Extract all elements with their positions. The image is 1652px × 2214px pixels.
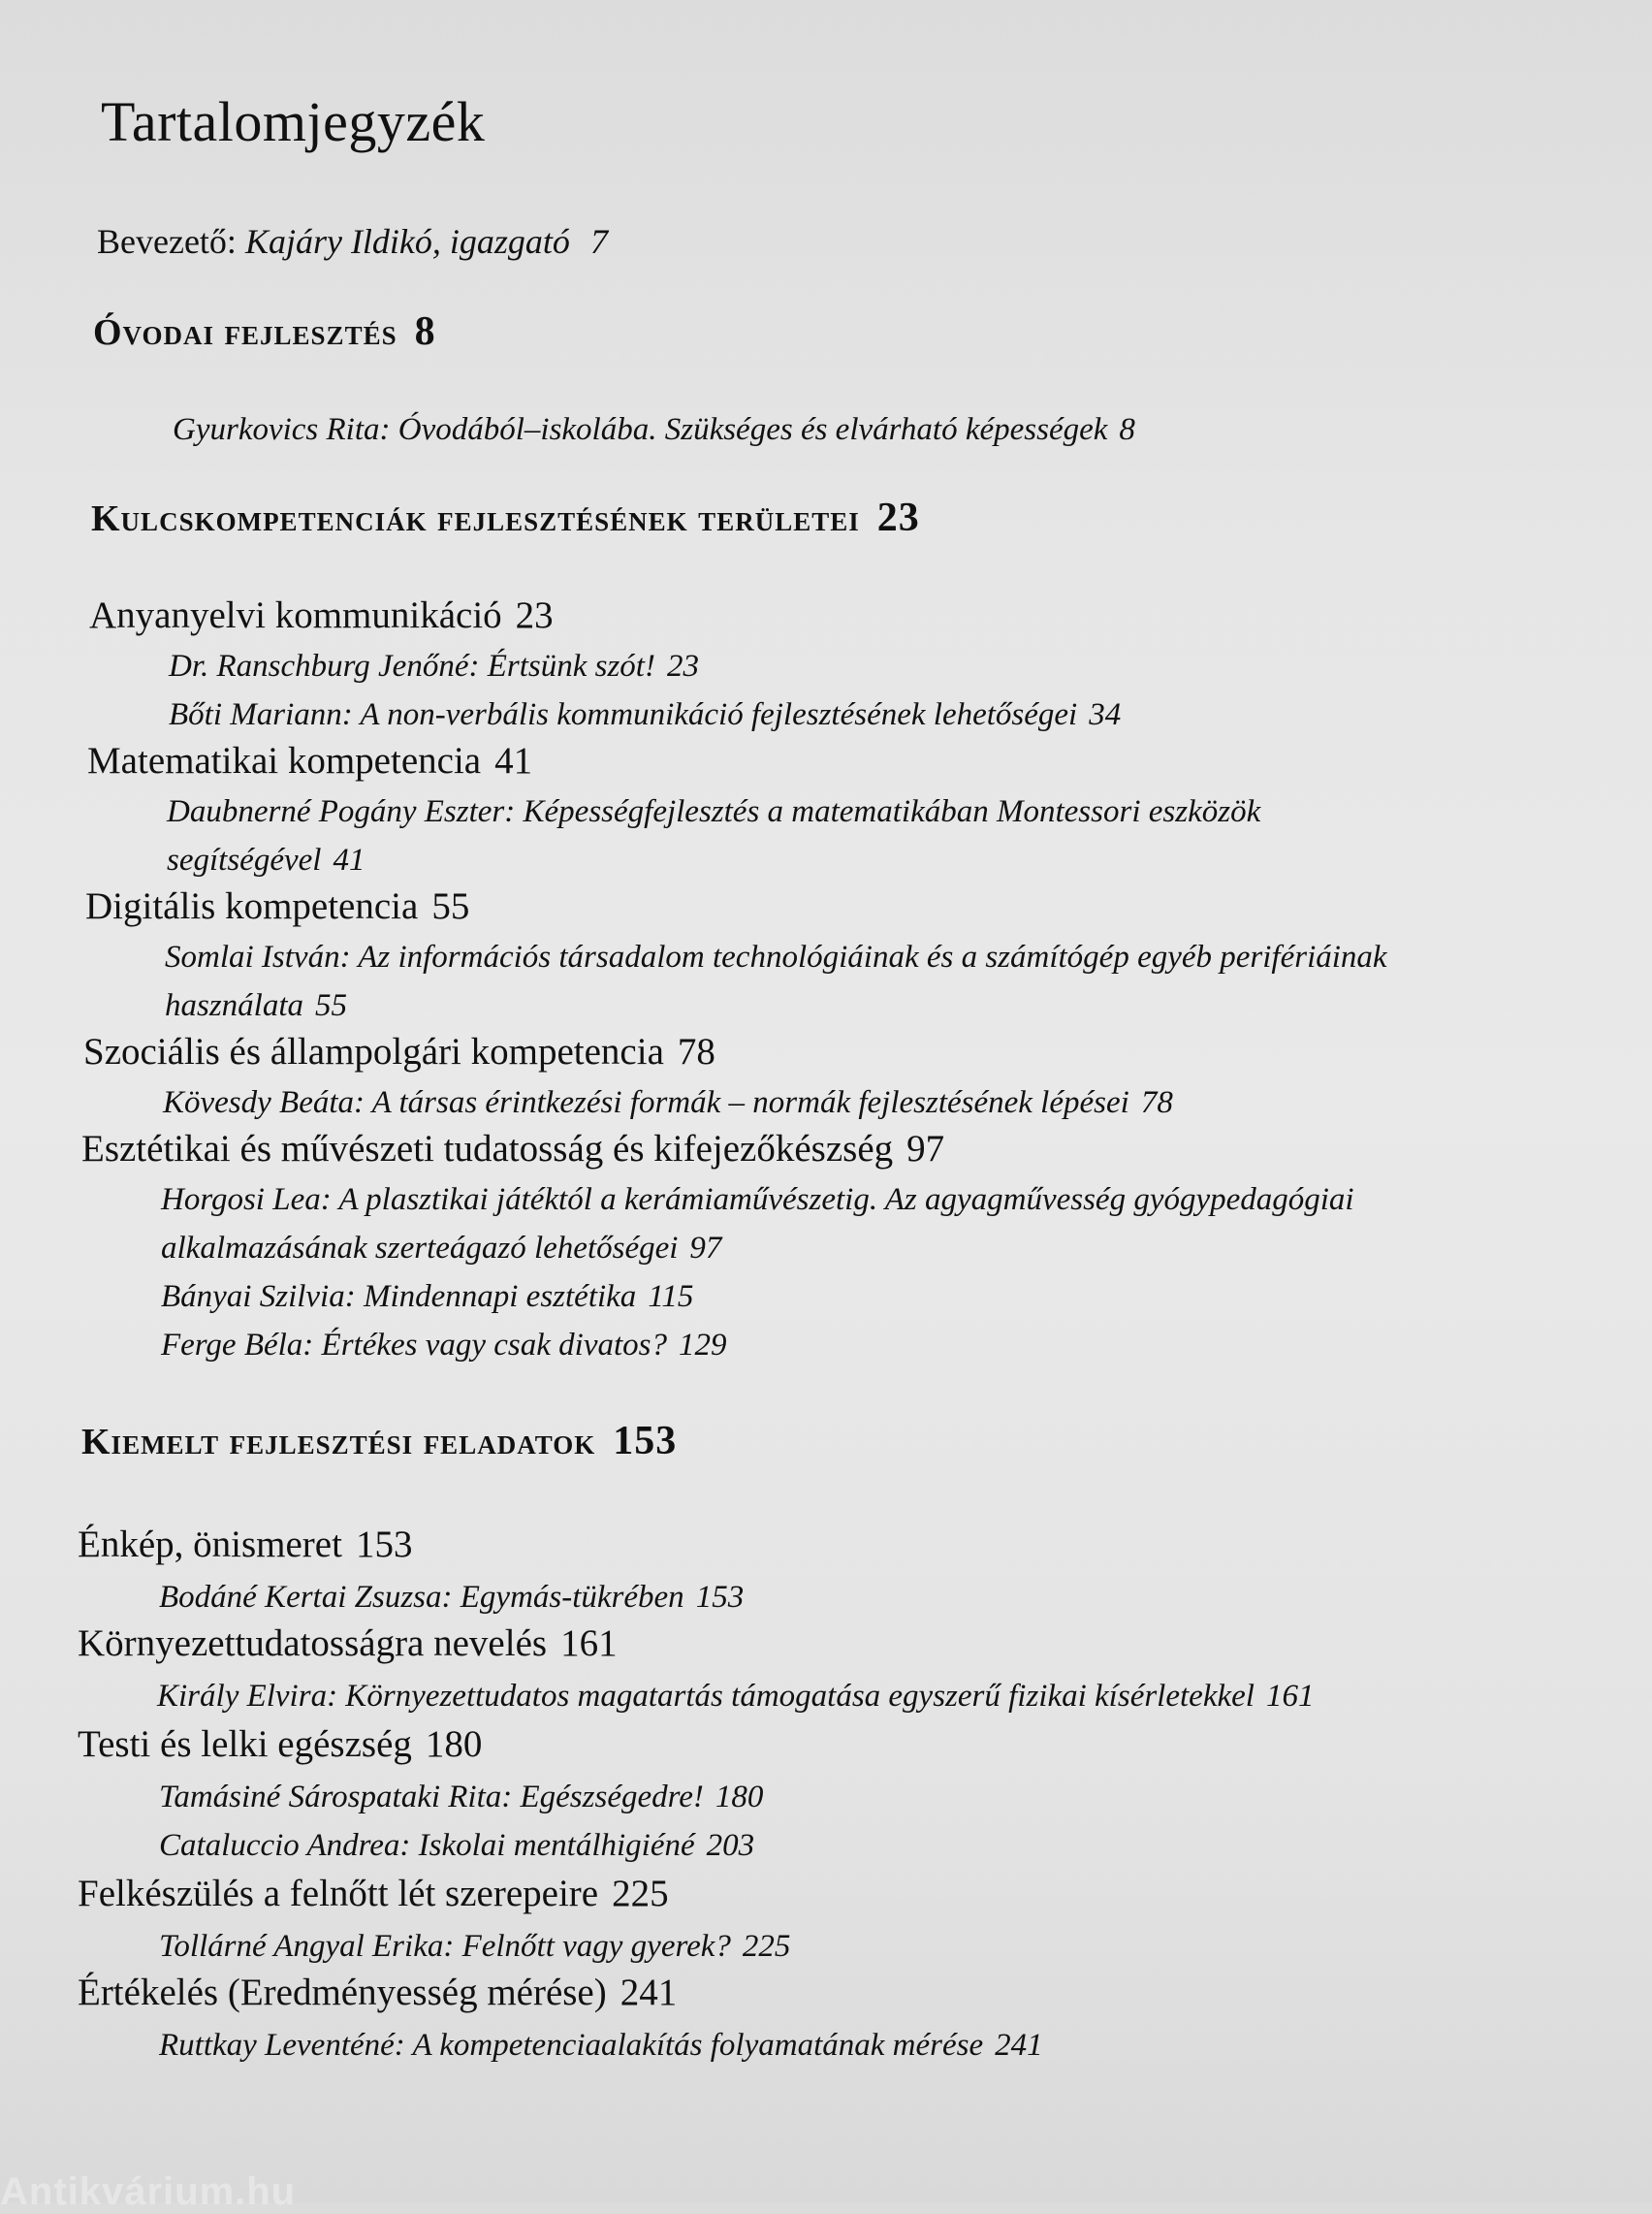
toc-entry (167, 787, 1456, 884)
entry-page: 78 (1140, 1085, 1173, 1120)
entry-page: 8 (1119, 412, 1135, 447)
toc-entry (169, 642, 699, 690)
entry-text: Horgosi Lea: A plasztikai játéktól a kerámiaművészetig. Az agyagművesség gyógypedagógiai alkalmazásának szerteágazó lehetőségei (161, 1182, 1354, 1266)
topic-page: 97 (906, 1128, 945, 1170)
entry-text: Bőti Mariann: A non-verbális kommunikáció fejlesztésének lehetőségei (169, 697, 1078, 732)
entry-text: Tamásiné Sárospataki Rita: Egészségedre! (159, 1780, 704, 1814)
intro-label: Bevezető: (97, 222, 237, 261)
entry-page: 23 (666, 649, 699, 684)
topic-title: Digitális kompetencia (85, 885, 419, 927)
topic-title: Esztétikai és művészeti tudatosság és kifejezőkészség (81, 1128, 894, 1170)
entry-page: 115 (648, 1279, 694, 1314)
section-heading (93, 308, 436, 355)
topic-page: 161 (560, 1622, 618, 1664)
entry-page: 129 (679, 1328, 727, 1363)
section-page: 153 (613, 1419, 678, 1463)
toc-entry (159, 1773, 763, 1821)
entry-page: 203 (706, 1828, 755, 1863)
topic-title: Anyanyelvi kommunikáció (89, 594, 502, 636)
entry-text: Cataluccio Andrea: Iskolai mentálhigiéné (159, 1828, 695, 1863)
entry-page: 180 (715, 1780, 764, 1814)
section-heading (91, 495, 920, 541)
entry-text: Kövesdy Beáta: A társas érintkezési formák – normák fejlesztésének lépései (163, 1085, 1129, 1120)
section-title: Óvodai fejlesztés (93, 312, 397, 353)
toc-entry (157, 1672, 1314, 1720)
topic-title: Matematikai kompetencia (87, 740, 482, 782)
topic-title: Énkép, önismeret (78, 1524, 342, 1565)
toc-entry (159, 1573, 744, 1621)
topic-page: 180 (425, 1723, 483, 1765)
topic-page: 23 (515, 594, 554, 636)
entry-text: Tollárné Angyal Erika: Felnőtt vagy gyerek? (159, 1929, 731, 1964)
toc-topic (78, 1872, 669, 1915)
toc-topic (78, 1523, 412, 1566)
entry-page: 34 (1089, 697, 1122, 732)
entry-text: Somlai István: Az információs társadalom technológiáinak és a számítógép egyéb perifériáinak használata (165, 940, 1387, 1023)
entry-page: 153 (695, 1580, 745, 1615)
intro-line (97, 221, 608, 262)
section-page: 8 (414, 309, 436, 354)
entry-text: Dr. Ranschburg Jenőné: Értsünk szót! (169, 649, 655, 684)
topic-page: 225 (612, 1873, 669, 1914)
toc-entry (169, 690, 1121, 739)
topic-title: Szociális és állampolgári kompetencia (83, 1031, 664, 1073)
entry-text: Daubnerné Pogány Eszter: Képességfejlesztés a matematikában Montessori eszközök segítségével (167, 794, 1261, 878)
toc-entry (161, 1321, 727, 1369)
topic-page: 241 (620, 1972, 678, 2013)
toc-entry (159, 1922, 790, 1971)
topic-page: 153 (355, 1524, 413, 1565)
toc-entry (163, 1078, 1173, 1127)
entry-text: Bodáné Kertai Zsuzsa: Egymás-tükrében (159, 1580, 684, 1615)
entry-text: Bányai Szilvia: Mindennapi esztétika (161, 1279, 637, 1314)
entry-page: 241 (995, 2028, 1043, 2063)
toc-entry (161, 1175, 1538, 1272)
topic-title: Felkészülés a felnőtt lét szerepeire (78, 1873, 599, 1914)
entry-page: 161 (1265, 1679, 1315, 1714)
entry-page: 41 (333, 843, 365, 878)
toc-topic (85, 884, 469, 928)
toc-topic (87, 739, 532, 783)
toc-topic (78, 1722, 482, 1766)
entry-page: 55 (315, 988, 348, 1023)
topic-page: 55 (431, 885, 470, 927)
watermark: Antikvárium.hu (0, 2170, 297, 2213)
page-title: Tartalomjegyzék (101, 90, 486, 153)
entry-text: Ruttkay Leventéné: A kompetenciaalakítás folyamatának mérése (159, 2028, 984, 2063)
toc-entry (173, 405, 1135, 454)
entry-text: Ferge Béla: Értékes vagy csak divatos? (161, 1328, 667, 1363)
toc-topic (83, 1030, 715, 1074)
topic-title: Környezettudatosságra nevelés (78, 1622, 548, 1664)
topic-title: Testi és lelki egészség (78, 1723, 412, 1765)
toc-topic (78, 1971, 677, 2014)
entry-page: 225 (742, 1929, 791, 1964)
topic-page: 41 (494, 740, 533, 782)
entry-text: Király Elvira: Környezettudatos magatartás támogatása egyszerű fizikai kísérletekkel (157, 1679, 1255, 1714)
toc-entry (159, 2021, 1043, 2070)
toc-entry (161, 1272, 693, 1321)
toc-topic (78, 1621, 618, 1665)
toc-topic (89, 594, 554, 637)
entry-text: Gyurkovics Rita: Óvodából–iskolába. Szükséges és elvárható képességek (173, 412, 1108, 447)
toc-topic (81, 1127, 944, 1171)
intro-page: 7 (589, 222, 608, 261)
toc-entry (165, 933, 1415, 1030)
topic-title: Értékelés (Eredményesség mérése) (78, 1972, 607, 2013)
section-title: Kiemelt fejlesztési feladatok (81, 1422, 596, 1462)
section-title: Kulcskompetenciák fejlesztésének területei (91, 498, 860, 539)
section-page: 23 (876, 496, 920, 540)
section-heading (81, 1418, 677, 1464)
topic-page: 78 (677, 1031, 715, 1073)
entry-page: 97 (689, 1231, 722, 1266)
toc-entry (159, 1821, 754, 1870)
intro-author: Kajáry Ildikó, igazgató (244, 222, 570, 261)
